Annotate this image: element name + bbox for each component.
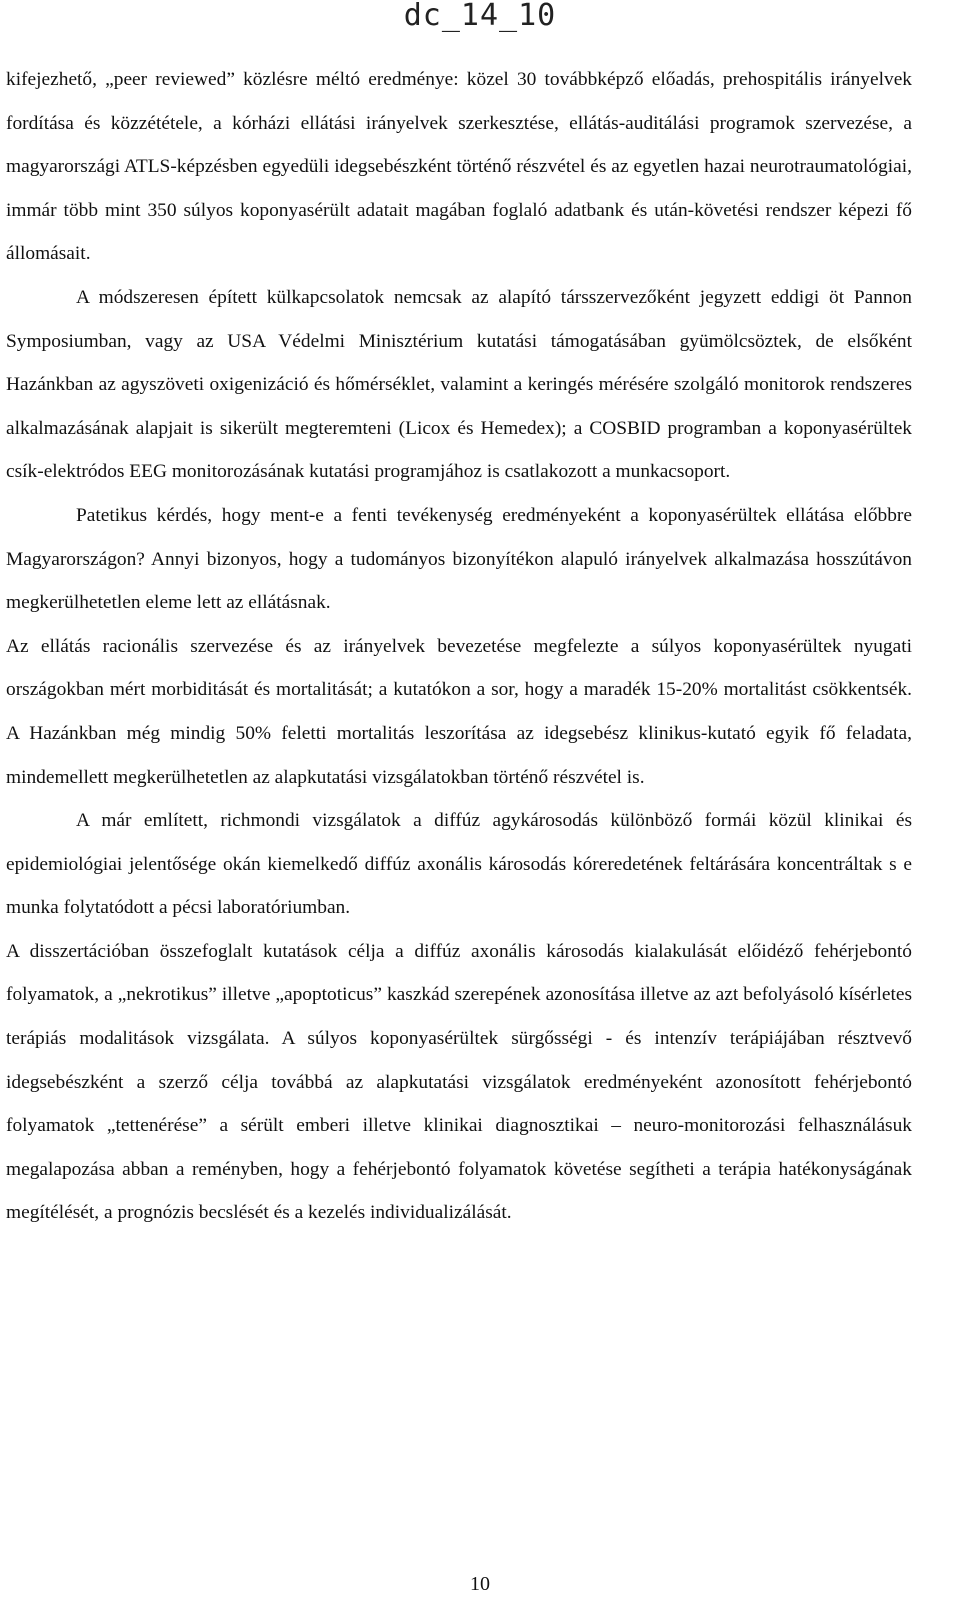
document-body: [6, 58, 912, 1235]
paragraph-5: A már említett, richmondi vizsgálatok a diffúz agykárosodás különböző formái közül klinikai és epidemiológiai jelentősége okán kiemelkedő diffúz axonális károsodás kóreredetének feltárására koncentráltak s e munka folytatódott a pécsi laboratóriumban.: [6, 810, 912, 919]
paragraph-6: A disszertációban összefoglalt kutatások célja a diffúz axonális károsodás kialakulását előidéző fehérjebontó folyamatok, a „nekrotikus” illetve „apoptoticus” kaszkád szerepének azonosítása illetve az azt befolyásoló kísérletes terápiás modalitások vizsgálata. A súlyos koponyasérültek sürgősségi - és intenzív terápiájában résztvevő idegsebészként a szerző célja továbbá az alapkutatási vizsgálatok eredményeként azonosított fehérjebontó folyamatok „tettenérése” a sérült emberi illetve klinikai diagnosztikai – neuro-monitorozási felhasználásuk megalapozása abban a reményben, hogy a fehérjebontó folyamatok követése segítheti a terápia hatékonyságának megítélését, a prognózis becslését és a kezelés individualizálását.: [6, 940, 912, 1224]
page-number: 10: [470, 1573, 490, 1595]
paragraph-3: Patetikus kérdés, hogy ment-e a fenti tevékenység eredményeként a koponyasérültek ellátása előbbre Magyarországon? Annyi bizonyos, hogy a tudományos bizonyítékon alapuló irányelvek alkalmazása hosszútávon megkerülhetetlen eleme lett az ellátásnak.: [6, 504, 912, 614]
paragraph-4: Az ellátás racionális szervezése és az irányelvek bevezetése megfelezte a súlyos koponyasérültek nyugati országokban mért morbiditását és mortalitását; a kutatókon a sor, hogy a maradék 15-20% mortalitást csökkentsék. A Hazánkban még mindig 50% feletti mortalitás leszorítása az idegsebész klinikus-kutató egyik fő feladata, mindemellett megkerülhetetlen az alapkutatási vizsgálatokban történő részvétel is.: [6, 635, 912, 788]
paragraph-1: kifejezhető, „peer reviewed” közlésre méltó eredménye: közel 30 továbbképző előadás, prehospitális irányelvek fordítása és közzététele, a kórházi ellátási irányelvek szerkesztése, ellátás-auditálási programok szervezése, a magyarországi ATLS-képzésben egyedüli idegsebészként történő részvétel és az egyetlen hazai neurotraumatológiai, immár több mint 350 súlyos koponyasérült adatait magában foglaló adatbank és után-követési rendszer képezi fő állomásait.: [6, 69, 912, 265]
paragraph-2: A módszeresen épített külkapcsolatok nemcsak az alapító társszervezőként jegyzett eddigi öt Pannon Symposiumban, vagy az USA Védelmi Minisztérium kutatási támogatásában gyümölcsöztek, de elsőként Hazánkban az agyszöveti oxigenizáció és hőmérséklet, valamint a keringés mérésére szolgáló monitorok rendszeres alkalmazásának alapjait is sikerült megteremteni (Licox és Hemedex); a COSBID programban a koponyasérültek csík-elektródos EEG monitorozásának kutatási programjához is csatlakozott a munkacsoport.: [6, 286, 912, 483]
document-header-mark: dc_14_10: [403, 0, 557, 33]
